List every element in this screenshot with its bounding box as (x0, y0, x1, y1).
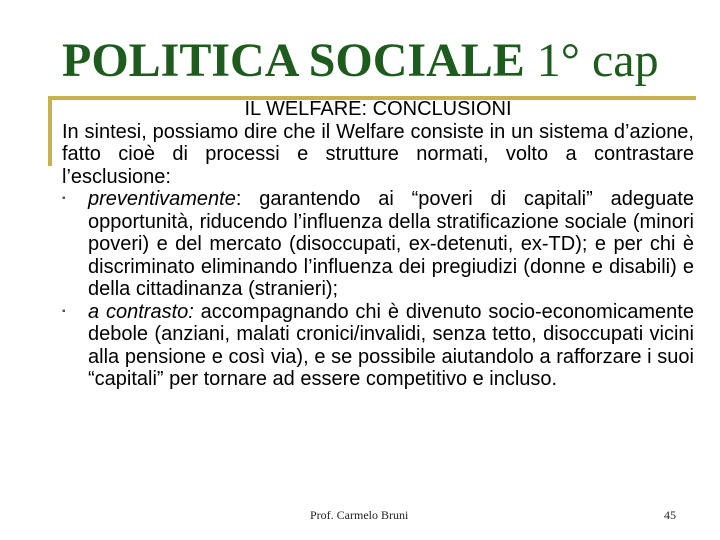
footer-author: Prof. Carmelo Bruni (310, 508, 409, 522)
square-bullet-icon: ▪ (62, 193, 66, 204)
bullet-list (62, 188, 694, 391)
bullet-item-contrast (62, 301, 694, 391)
bullet-text: accompagnando chi è divenuto socio-economicamente debole (anziani, malati cronici/invalidi, senza tetto, disoccupati vicini alla pensione e così via), e se possibile aiutandolo a rafforzare i suoi “capitali” per tornare ad essere competitivo e incluso. (88, 300, 694, 390)
page-number: 45 (664, 508, 676, 522)
intro-paragraph: In sintesi, possiamo dire che il Welfare consiste in un sistema d’azione, fatto cioè di processi e strutture normati, volto a contrastare l’esclusione: (62, 120, 694, 188)
bullet-text: : garantendo ai “poveri di capitali” adeguate opportunità, riducendo l’influenza della stratificazione sociale (minori poveri) e del mercato (disoccupati, ex-detenuti, ex-TD); e per chi è discriminato eliminando l’influenza dei pregiudizi (donne e disabili) e della cittadinanza (stranieri); (88, 188, 694, 300)
left-accent-rule (48, 96, 52, 166)
slide-title (62, 30, 659, 92)
slide-body (62, 98, 694, 391)
section-heading: IL WELFARE: CONCLUSIONI (244, 98, 512, 120)
square-bullet-icon: ▪ (62, 305, 66, 317)
bullet-lead: preventivamente (88, 188, 236, 210)
slide-title-main: POLITICA SOCIALE (62, 34, 525, 87)
bullet-item-preventive (62, 188, 694, 301)
bullet-lead: a contrasto: (88, 300, 194, 323)
slide-title-suffix: 1° cap (524, 34, 659, 87)
